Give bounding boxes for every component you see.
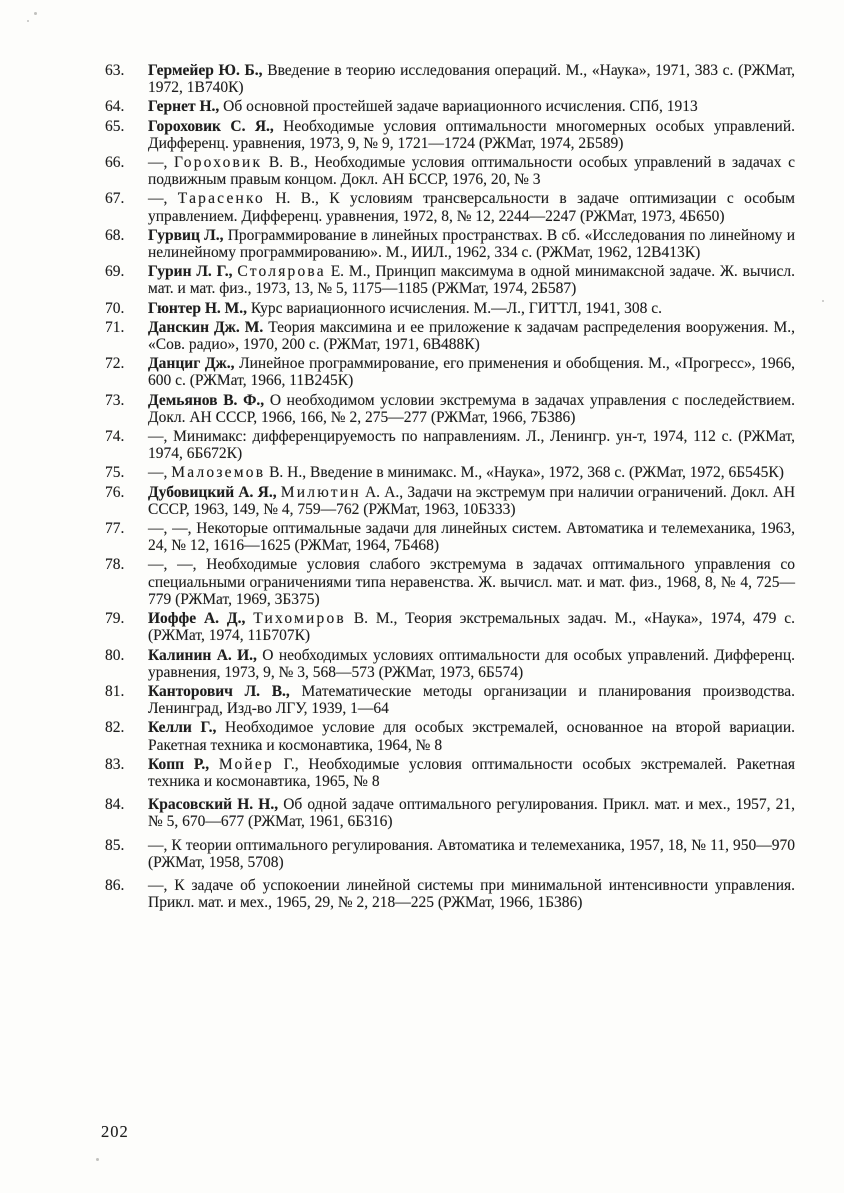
bibliography-entry — [103, 355, 795, 389]
entry-text: Математические методы организации и планирования производства. Ленинград, Изд-во ЛГУ, 1939, 1—64 — [148, 682, 796, 718]
entry-text — [209, 756, 219, 773]
bibliography-list — [103, 62, 795, 913]
entry-text: Н. В., К условиям трансверсальности в задаче оптимизации с особым управлением. Дифференц. уравнения, 1972, 8, № 12, 2244—2247 (РЖМат, 1973, 4Б650) — [148, 190, 795, 225]
bibliography-entry — [103, 392, 795, 426]
entry-number: 84. — [105, 796, 125, 814]
entry-number: 66. — [105, 154, 125, 172]
entry-number: 78. — [105, 556, 125, 574]
entry-number: 68. — [105, 226, 125, 244]
entry-text: В. В., Необходимые условия оптимальности особых управлений в задачах с подвижным правым концом. Докл. АН БССР, 1976, 20, № 3 — [148, 154, 796, 189]
entry-number: 82. — [105, 719, 125, 737]
entry-author: Иоффе А. Д., — [148, 610, 246, 628]
entry-author: Демьянов В. Ф., — [148, 391, 265, 409]
entry-number: 74. — [105, 428, 125, 446]
bibliography-entry — [103, 719, 795, 753]
entry-number: 85. — [105, 836, 125, 854]
entry-number: 80. — [105, 646, 125, 664]
bibliography-entry — [103, 190, 795, 224]
bibliography-entry — [103, 98, 795, 115]
entry-author: Данскин Дж. М. — [148, 318, 264, 336]
bibliography-entry — [103, 484, 795, 518]
entry-text: —, К задаче об успокоении линейной системы при минимальной интенсивности управления. Прикл. мат. и мех., 1965, 29, № 2, 218—225 (РЖМат, 1966, 1Б386) — [148, 876, 795, 912]
bibliography-entry — [103, 154, 795, 188]
entry-number: 79. — [105, 610, 125, 628]
entry-author: Красовский Н. Н., — [148, 796, 279, 814]
entry-author: Копп Р., — [148, 755, 210, 773]
scan-speck — [822, 300, 824, 302]
bibliography-entry — [103, 556, 795, 608]
bibliography-entry — [103, 319, 795, 353]
entry-author: Тихомиров — [253, 610, 346, 628]
entry-text: Линейное программирование, его применения и обобщения. М., «Прогресс», 1966, 600 с. (РЖМат, 1966, 11В245К) — [148, 355, 796, 390]
entry-text: —, —, Некоторые оптимальные задачи для линейных систем. Автоматика и телемеханика, 1963, 24, № 12, 1616—1625 (РЖМат, 1964, 7Б468) — [148, 520, 795, 555]
entry-text: —, Минимакс: дифференцируемость по направлениям. Л., Ленингр. ун-т, 1974, 112 с. (РЖМат, 1974, 6Б672К) — [148, 428, 795, 463]
entry-number: 81. — [105, 682, 125, 700]
entry-author: Гернет Н., — [148, 98, 220, 116]
bibliography-entry — [103, 118, 795, 152]
entry-number: 75. — [105, 464, 125, 482]
bibliography-entry — [103, 683, 795, 717]
bibliography-entry — [103, 796, 795, 830]
entry-text: —, К теории оптимального регулирования. Автоматика и телемеханика, 1957, 18, № 11, 950—970 (РЖМат, 1958, 5708) — [148, 836, 795, 871]
entry-author: Гороховик С. Я., — [148, 117, 274, 135]
entry-number: 70. — [105, 299, 125, 317]
entry-text: О необходимых условиях оптимальности для особых управлений. Дифференц. уравнения, 1973, 9, № 3, 568—573 (РЖМат, 1973, 6Б574) — [148, 646, 795, 681]
bibliography-entry — [103, 520, 795, 554]
bibliography-entry — [103, 62, 795, 96]
bibliography-entry — [103, 464, 795, 481]
bibliography-entry — [103, 263, 795, 297]
entry-author: Дубовицкий А. Я., — [148, 483, 277, 501]
entry-author: Мойер — [218, 755, 274, 773]
entry-number: 76. — [105, 483, 125, 501]
scan-speck — [96, 1158, 99, 1161]
entry-text: О необходимом условии экстремума в задачах управления с последействием. Докл. АН СССР, 1966, 166, № 2, 275—277 (РЖМат, 1966, 7Б386) — [148, 391, 795, 426]
entry-author: Келли Г., — [148, 719, 217, 737]
entry-author: Тарасенко — [177, 190, 265, 208]
entry-text: Необходимое условие для особых экстремалей, основанное на второй вариации. Ракетная техника и космонавтика, 1964, № 8 — [148, 719, 795, 754]
entry-text: —, — [148, 190, 178, 208]
bibliography-entry — [103, 837, 795, 871]
bibliography-entry — [103, 877, 795, 911]
bibliography-entry — [103, 756, 795, 790]
entry-number: 63. — [105, 62, 125, 79]
entry-author: Гюнтер Н. М., — [148, 299, 248, 317]
bibliography-entry — [103, 647, 795, 681]
entry-text: Теория максимина и ее приложение к задачам распределения вооружения. М., «Сов. радио», 1970, 200 с. (РЖМат, 1971, 6В488К) — [148, 318, 795, 354]
entry-number: 69. — [105, 263, 125, 281]
entry-author: Калинин А. И., — [148, 646, 257, 664]
entry-number: 71. — [105, 318, 125, 336]
entry-text: В. М., Теория экстремальных задач. М., «Наука», 1974, 479 с. (РЖМат, 1974, 11Б707К) — [148, 610, 795, 645]
entry-text: Курс вариационного исчисления. М.—Л., ГИТТЛ, 1941, 308 с. — [247, 299, 662, 317]
entry-number: 64. — [105, 98, 125, 116]
bibliography-entry — [103, 428, 795, 462]
entry-text: Необходимые условия оптимальности многомерных особых управлений. Дифференц. уравнения, 1973, 9, № 9, 1721—1724 (РЖМат, 1974, 2Б589) — [148, 117, 795, 152]
bibliography-entry — [103, 610, 795, 644]
entry-number: 65. — [105, 117, 125, 135]
entry-text: —, —, Необходимые условия слабого экстремума в задачах оптимального управления со специальными ограничениями типа неравенства. Ж. вычисл. мат. и мат. физ., 1968, 8, № 4, 725—779 (РЖМат, 1969, 3Б375) — [148, 556, 795, 608]
entry-author: Гурин Л. Г., — [148, 263, 233, 281]
entry-text: А. А., Задачи на экстремум при наличии ограничений. Докл. АН СССР, 1963, 149, № 4, 759—762 (РЖМат, 1963, 10Б333) — [148, 483, 796, 518]
entry-text: Введение в теорию исследования операций. М., «Наука», 1971, 383 с. (РЖМат, 1972, 1В740К) — [148, 62, 795, 97]
bibliography-entry — [103, 227, 795, 261]
entry-author: Гурвиц Л., — [148, 226, 224, 244]
entry-text: Г., Необходимые условия оптимальности особых экстремалей. Ракетная техника и космонавтика, 1965, № 8 — [148, 755, 796, 790]
entry-author: Гермейер Ю. Б., — [148, 62, 263, 79]
entry-author: Милютин — [280, 483, 361, 501]
entry-author: Столярова — [237, 263, 326, 281]
entry-text: —, — [148, 464, 172, 482]
entry-author: Гороховик — [173, 154, 263, 172]
entry-number: 67. — [105, 190, 125, 208]
entry-author: Данциг Дж., — [148, 355, 235, 373]
entry-number: 86. — [105, 876, 125, 894]
entry-author: Канторович Л. В., — [148, 682, 290, 700]
entry-text: Об основной простейшей задаче вариационного исчисления. СПб, 1913 — [219, 98, 698, 116]
scan-speck — [34, 12, 37, 15]
entry-number: 73. — [105, 391, 125, 409]
bibliography-entry — [103, 300, 795, 317]
scan-speck — [27, 20, 29, 22]
entry-text: —, — [148, 154, 174, 172]
page-number: 202 — [101, 1122, 129, 1141]
entry-number: 72. — [105, 355, 125, 373]
entry-author: Малоземов — [171, 464, 266, 482]
entry-text: Об одной задаче оптимального регулирования. Прикл. мат. и мех., 1957, 21, № 5, 670—677 (РЖМат, 1961, 6Б316) — [148, 796, 795, 831]
entry-text: Е. М., Принцип максимума в одной минимаксной задаче. Ж. вычисл. мат. и мат. физ., 1973, 13, № 5, 1175—1185 (РЖМат, 1974, 2Б587) — [148, 263, 795, 298]
entry-number: 83. — [105, 755, 125, 773]
entry-text: Программирование в линейных пространствах. В сб. «Исследования по линейному и нелинейному программированию». М., ИИЛ., 1962, 334 с. (РЖМат, 1962, 12В413К) — [148, 226, 795, 262]
entry-text: В. Н., Введение в минимакс. М., «Наука», 1972, 368 с. (РЖМат, 1972, 6Б545К) — [265, 464, 784, 482]
entry-number: 77. — [105, 520, 125, 538]
